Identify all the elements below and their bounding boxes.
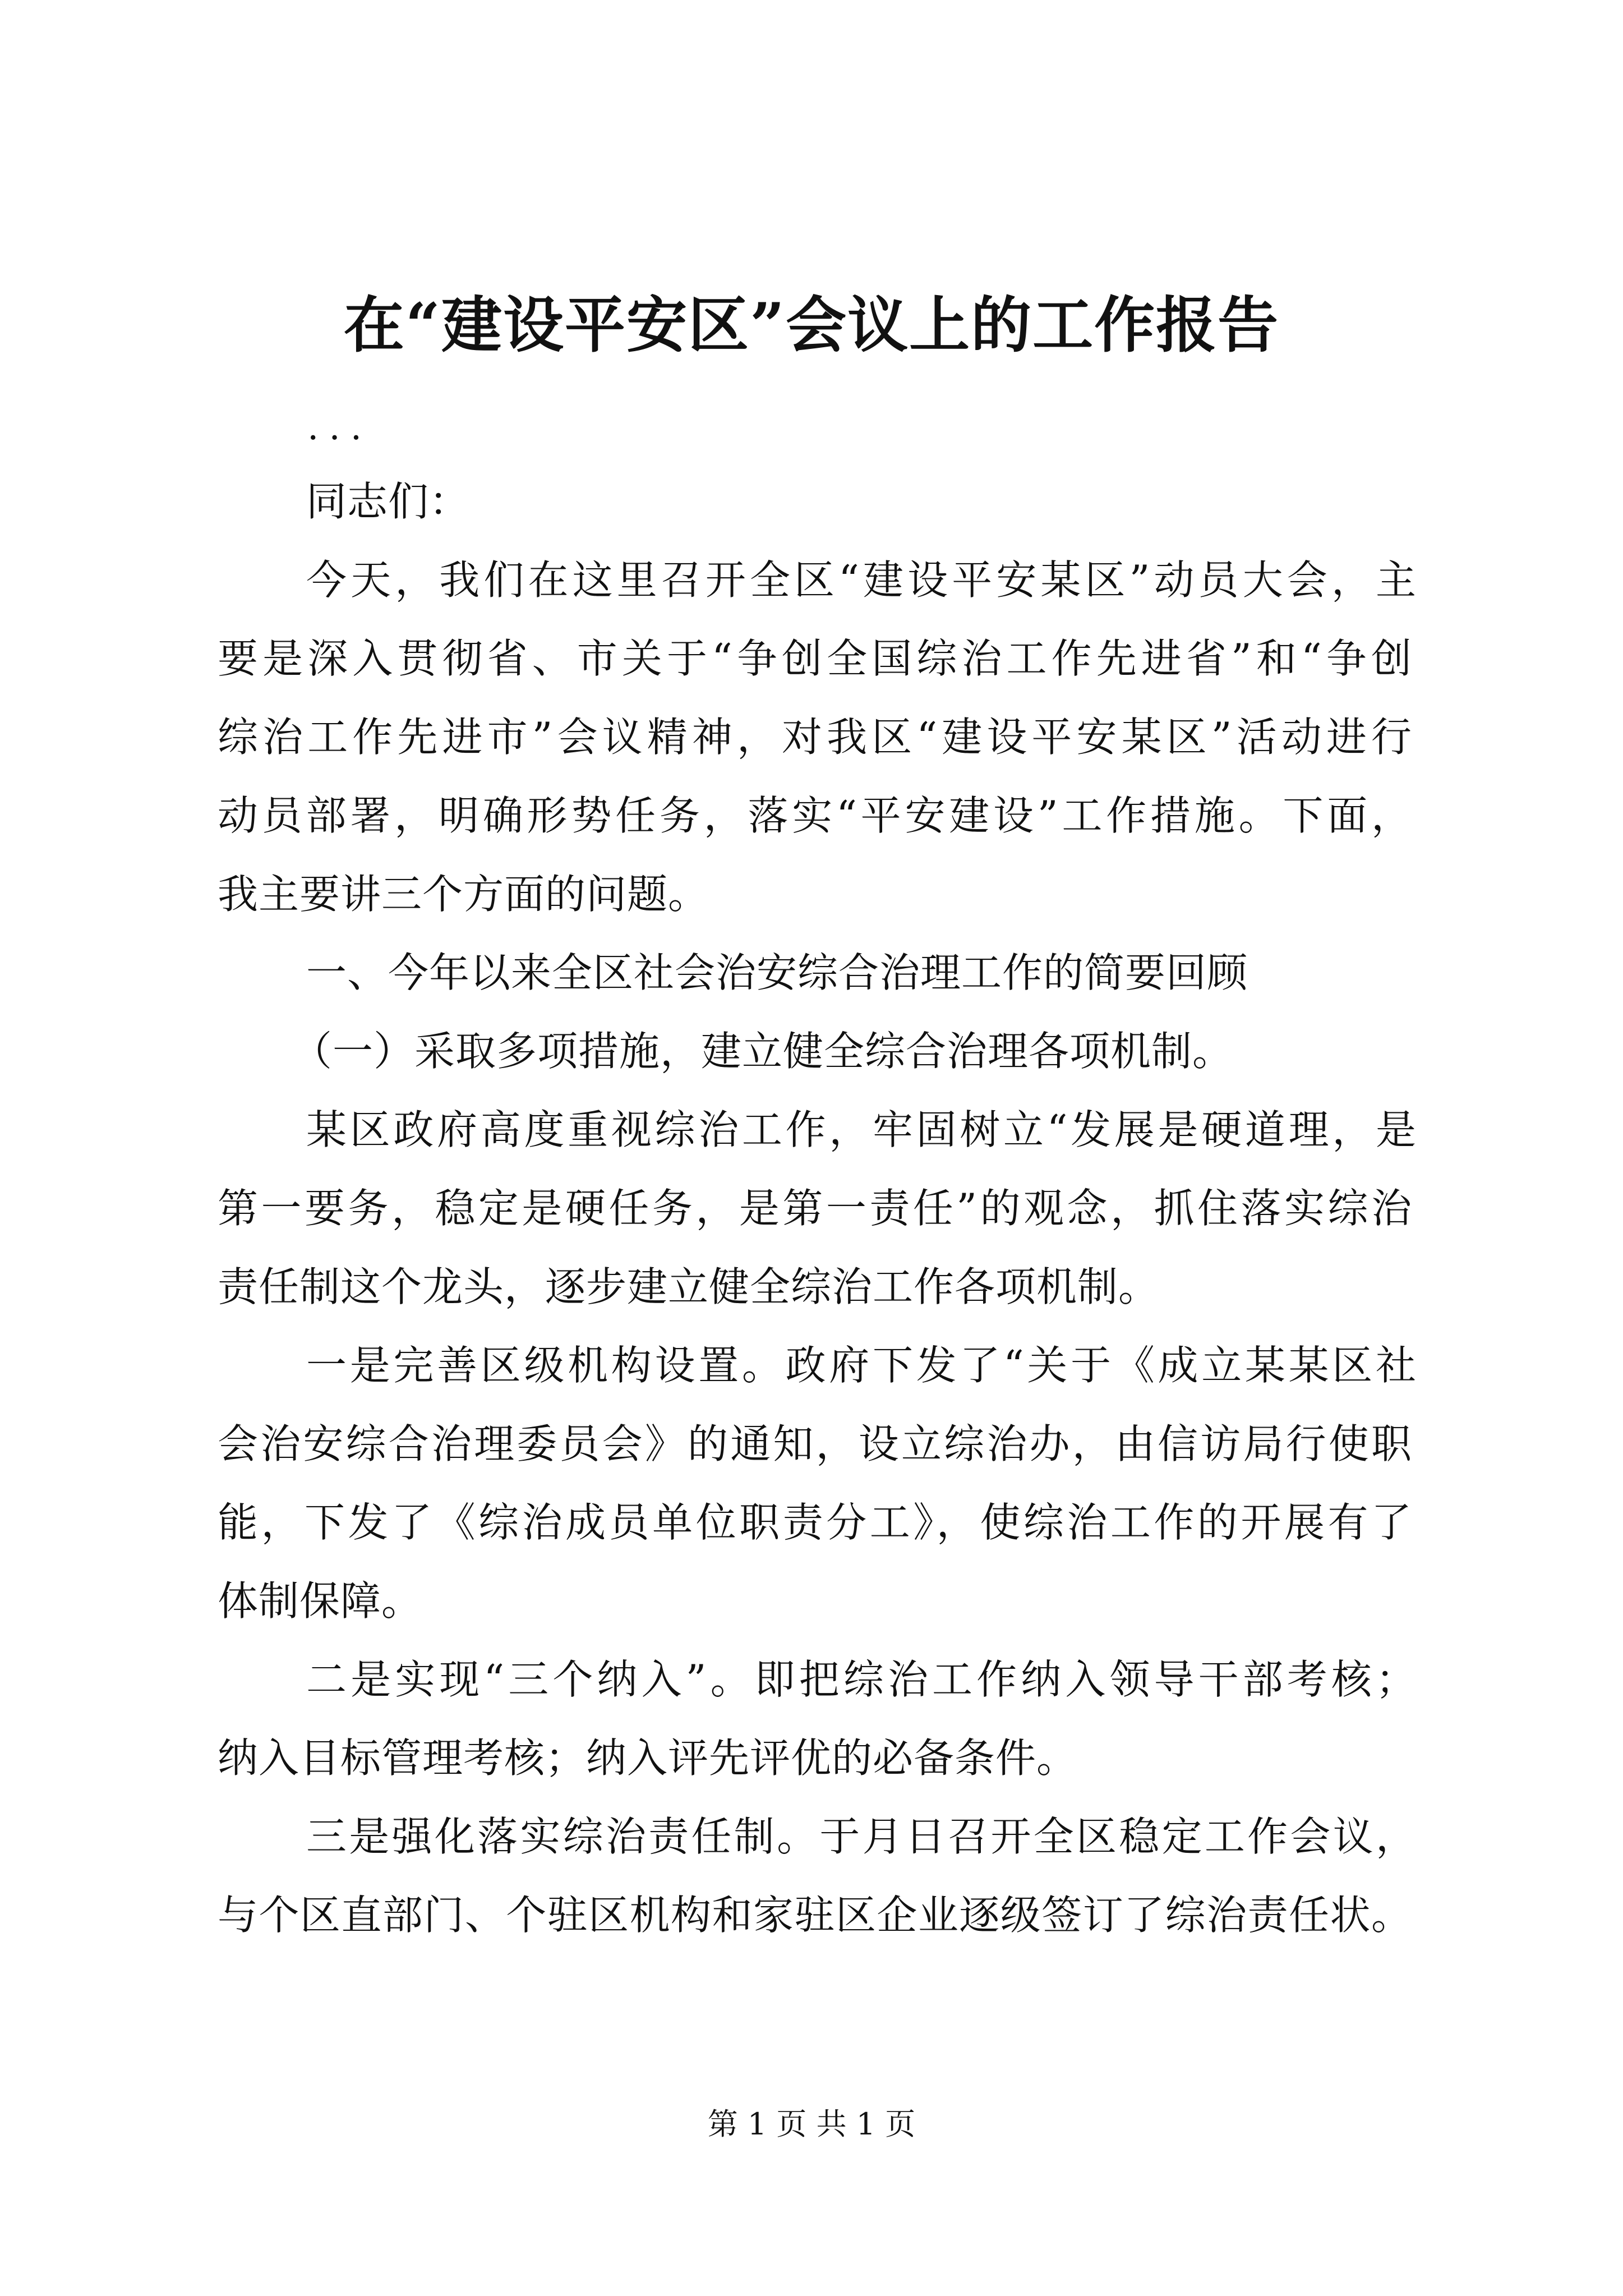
salutation: 同志们： <box>306 478 471 525</box>
paragraph-line: 动员部署，明确形势任务，落实“平安建设”工作措施。下面， <box>218 792 1412 839</box>
ellipsis-marker: ... <box>307 407 372 448</box>
paragraph-line: 第一要务，稳定是硬任务，是第一责任”的观念，抓住落实综治 <box>218 1185 1412 1232</box>
section-heading: 一、今年以来全区社会治安综合治理工作的简要回顾 <box>306 949 1248 996</box>
paragraph-line: 一是完善区级机构设置。政府下发了“关于《成立某某区社 <box>306 1342 1417 1389</box>
paragraph-line: 我主要讲三个方面的问题。 <box>218 871 709 918</box>
paragraph-line: 某区政府高度重视综治工作，牢固树立“发展是硬道理，是 <box>306 1106 1417 1153</box>
paragraph-line: 今天，我们在这里召开全区“建设平安某区”动员大会，主 <box>306 556 1417 604</box>
paragraph-line: 二是实现“三个纳入”。即把综治工作纳入领导干部考核； <box>306 1656 1417 1703</box>
document-title: 在“建设平安区”会议上的工作报告 <box>343 290 1280 361</box>
page-number-footer: 第 1 页 共 1 页 <box>707 2106 916 2142</box>
paragraph-line: 纳入目标管理考核；纳入评先评优的必备条件。 <box>218 1734 1078 1782</box>
paragraph-line: 要是深入贯彻省、市关于“争创全国综治工作先进省”和“争创 <box>218 635 1412 682</box>
paragraph-line: 责任制这个龙头，逐步建立健全综治工作各项机制。 <box>218 1263 1160 1310</box>
paragraph-line: 综治工作先进市”会议精神，对我区“建设平安某区”活动进行 <box>218 714 1412 761</box>
paragraph-line: 能，下发了《综治成员单位职责分工》，使综治工作的开展有了 <box>218 1499 1412 1546</box>
paragraph-line: 三是强化落实综治责任制。于月日召开全区稳定工作会议， <box>306 1813 1417 1860</box>
paragraph-line: 体制保障。 <box>218 1577 423 1625</box>
subsection-heading: （一）采取多项措施，建立健全综合治理各项机制。 <box>292 1028 1234 1075</box>
paragraph-line: 与个区直部门、个驻区机构和家驻区企业逐级签订了综治责任状。 <box>218 1892 1412 1939</box>
paragraph-line: 会治安综合治理委员会》的通知，设立综治办，由信访局行使职 <box>218 1420 1412 1467</box>
